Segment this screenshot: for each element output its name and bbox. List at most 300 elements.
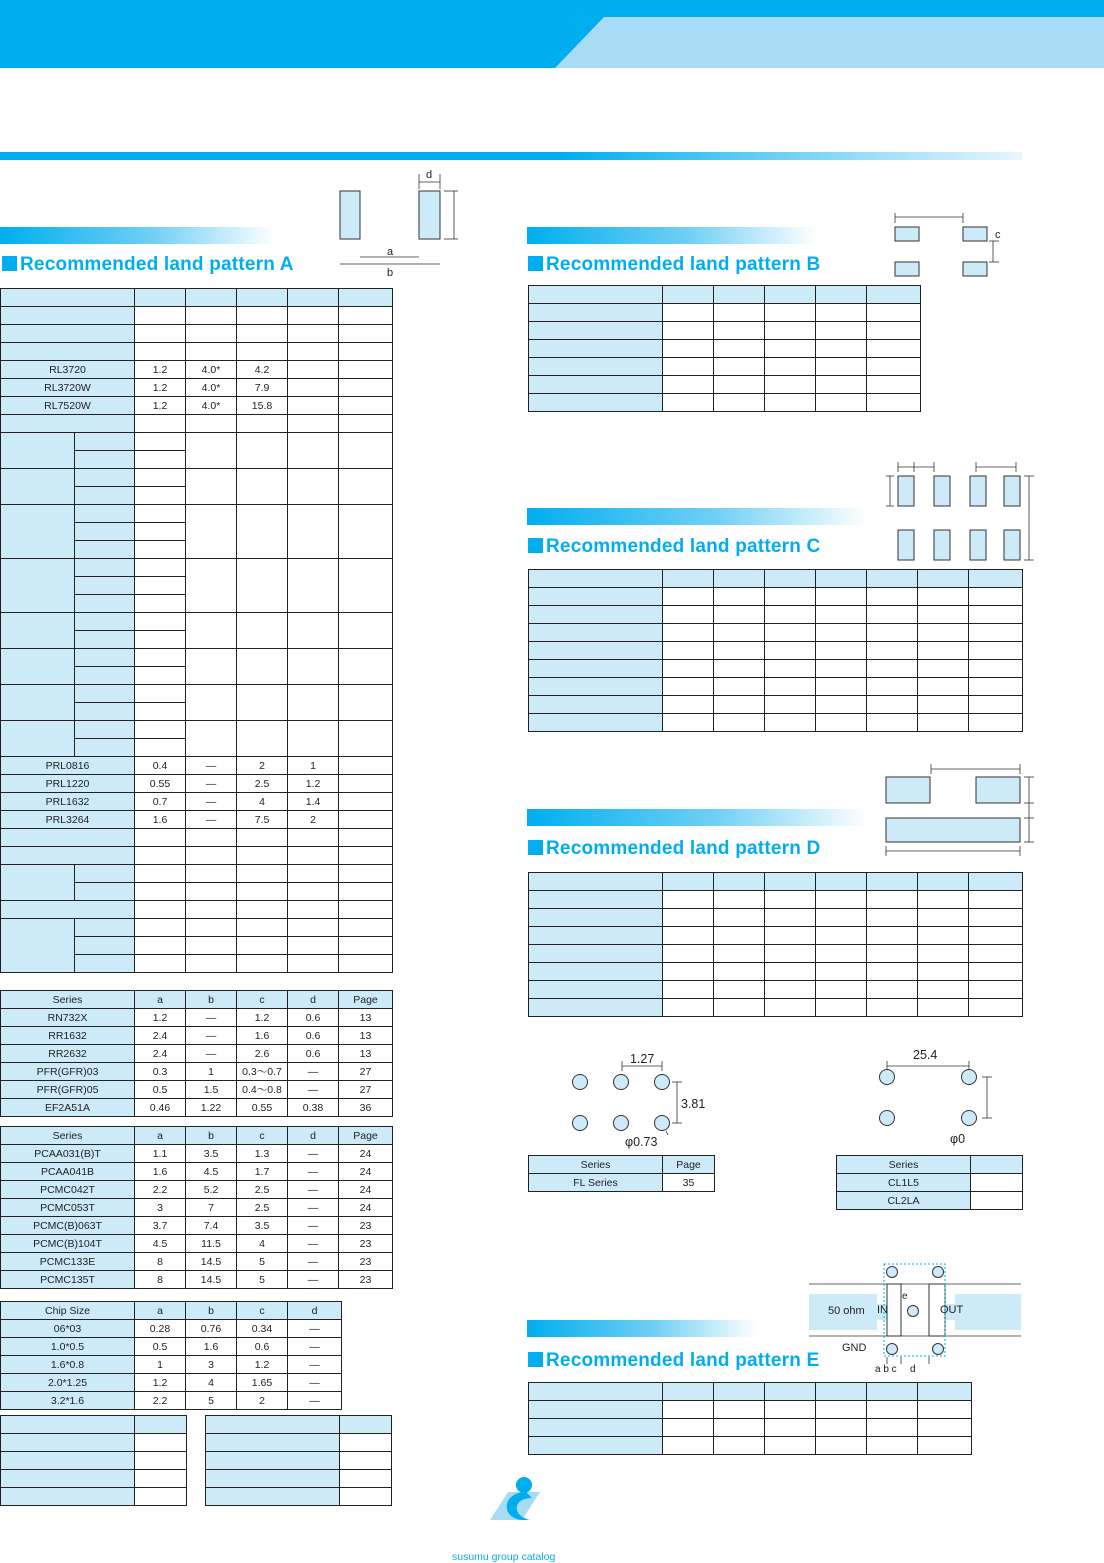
table-cell [663, 999, 714, 1017]
table-row [1, 505, 393, 523]
header-cell [186, 289, 237, 307]
table-cell [867, 909, 918, 927]
table-cell [867, 999, 918, 1017]
table-cell [663, 1419, 714, 1437]
table-cell [663, 588, 714, 606]
table-cell [135, 883, 186, 901]
table-cell [816, 927, 867, 945]
group-cell [1, 559, 75, 613]
table-row [529, 1401, 972, 1419]
table-row [529, 286, 921, 304]
table-cell [237, 919, 288, 937]
table-cell: 4.0* [186, 361, 237, 379]
table-cell [135, 307, 186, 325]
table-row [1, 775, 393, 793]
e-gnd-label: GND [842, 1342, 867, 1354]
table-cell [529, 945, 663, 963]
table-cell [816, 624, 867, 642]
table-cell [714, 981, 765, 999]
table-cell [288, 829, 339, 847]
table-cell [339, 757, 393, 775]
header-rule [0, 152, 1022, 160]
series-cell [75, 955, 135, 973]
table-cell [765, 340, 816, 358]
table-cell [339, 469, 393, 505]
table-cell: 0.6 [288, 1009, 339, 1027]
section-c-title: Recommended land pattern C [528, 536, 820, 558]
table-cell [135, 343, 186, 361]
col-header: Series [1, 991, 135, 1009]
table-cell [529, 606, 663, 624]
table-cell: 0.3 [135, 1063, 186, 1081]
table-cell: 27 [339, 1063, 393, 1081]
bottom-right-table [205, 1415, 392, 1506]
table-cell [969, 981, 1023, 999]
table-row [1, 721, 393, 739]
table-cell [714, 394, 765, 412]
series-cell: PCAA031(B)T [1, 1145, 135, 1163]
table-cell [339, 307, 393, 325]
table-cell [714, 606, 765, 624]
land-pattern-b-table [528, 285, 921, 412]
table-cell [206, 1488, 340, 1506]
e-e-label: e [902, 1291, 908, 1302]
series-cell [75, 883, 135, 901]
table-cell [1, 1488, 135, 1506]
rn-series-table [0, 990, 393, 1117]
table-row [1, 343, 393, 361]
table-cell [765, 624, 816, 642]
table-cell [714, 660, 765, 678]
table-row [1, 1145, 393, 1163]
table-cell [918, 696, 969, 714]
col-header: d [288, 991, 339, 1009]
table-row [529, 606, 1023, 624]
table-cell [339, 955, 393, 973]
table-cell: 1.4 [288, 793, 339, 811]
section-b-bar [527, 227, 817, 244]
table-row [529, 909, 1023, 927]
table-cell [663, 1401, 714, 1419]
table-cell [918, 981, 969, 999]
table-cell [339, 937, 393, 955]
table-row [529, 570, 1023, 588]
table-cell [663, 873, 714, 891]
table-cell [714, 570, 765, 588]
table-row [529, 873, 1023, 891]
table-cell [714, 286, 765, 304]
e-ohm-label: 50 ohm [828, 1305, 865, 1317]
col-header: d [288, 1302, 342, 1320]
table-cell [135, 649, 186, 667]
col-header: a [135, 991, 186, 1009]
table-cell [867, 678, 918, 696]
table-cell [529, 376, 663, 394]
table-cell: 7.5 [237, 811, 288, 829]
land-pattern-e-diagram [805, 1258, 1025, 1378]
series-cell [75, 667, 135, 685]
table-row [529, 642, 1023, 660]
table-cell [969, 696, 1023, 714]
table-cell [339, 811, 393, 829]
series-cell: RN732X [1, 1009, 135, 1027]
table-cell [529, 891, 663, 909]
table-row [529, 981, 1023, 999]
table-cell [339, 865, 393, 883]
col-header: b [186, 1302, 237, 1320]
table-row [1, 1181, 393, 1199]
table-cell [918, 945, 969, 963]
fl-hole-label: φ0.73 [625, 1135, 658, 1149]
section-a-title: Recommended land pattern A [2, 254, 294, 276]
group-cell [1, 433, 75, 469]
table-cell [969, 714, 1023, 732]
table-cell: 4.5 [135, 1235, 186, 1253]
col-header: b [186, 1127, 237, 1145]
table-cell: 3.7 [135, 1217, 186, 1235]
table-cell: 0.4 [135, 757, 186, 775]
table-cell [529, 340, 663, 358]
table-cell [816, 340, 867, 358]
table-cell [918, 660, 969, 678]
series-cell: PCMC042T [1, 1181, 135, 1199]
table-cell [816, 999, 867, 1017]
table-cell [663, 624, 714, 642]
table-cell [816, 981, 867, 999]
group-cell [1, 721, 75, 757]
series-cell: CL1L5 [837, 1174, 971, 1192]
table-header-row [1, 1302, 342, 1320]
table-cell [186, 865, 237, 883]
table-cell [529, 999, 663, 1017]
table-cell [135, 433, 186, 451]
table-cell [765, 304, 816, 322]
table-cell [765, 570, 816, 588]
table-cell: 1.1 [135, 1145, 186, 1163]
table-row [1, 1217, 393, 1235]
group-cell [1, 865, 75, 901]
series-cell [1, 325, 135, 343]
table-cell: 1.6 [186, 1338, 237, 1356]
table-cell [867, 394, 921, 412]
table-cell [765, 1419, 816, 1437]
table-cell [186, 919, 237, 937]
table-cell [663, 678, 714, 696]
table-row [1, 1271, 393, 1289]
table-cell [339, 559, 393, 613]
table-cell: — [186, 757, 237, 775]
table-cell: 13 [339, 1027, 393, 1045]
table-cell [135, 847, 186, 865]
table-cell: 14.5 [186, 1271, 237, 1289]
table-cell [529, 1383, 663, 1401]
table-cell [918, 642, 969, 660]
table-cell [288, 721, 339, 757]
table-row [1, 613, 393, 631]
col-header: Page [663, 1156, 715, 1174]
table-cell [714, 873, 765, 891]
table-cell [135, 415, 186, 433]
table-cell [186, 847, 237, 865]
table-cell [237, 505, 288, 559]
table-cell [765, 981, 816, 999]
table-cell [186, 901, 237, 919]
section-e-title: Recommended land pattern E [528, 1350, 819, 1372]
table-cell [237, 469, 288, 505]
table-cell [714, 909, 765, 927]
section-c-bar [527, 508, 867, 525]
table-cell: 7.9 [237, 379, 288, 397]
table-cell [529, 963, 663, 981]
table-cell [339, 793, 393, 811]
table-row [1, 1356, 342, 1374]
table-cell [765, 358, 816, 376]
table-cell [663, 642, 714, 660]
table-cell [714, 304, 765, 322]
table-cell [971, 1174, 1023, 1192]
col-header: a [135, 1127, 186, 1145]
table-cell [867, 1419, 918, 1437]
e-out-label: OUT [940, 1304, 964, 1316]
table-row [529, 1174, 715, 1192]
table-row [1, 811, 393, 829]
table-row [1, 1392, 342, 1410]
table-row [529, 340, 921, 358]
table-row [1, 1099, 393, 1117]
table-cell [918, 999, 969, 1017]
table-cell [135, 1470, 187, 1488]
table-cell [816, 588, 867, 606]
dim-b-label: b [387, 267, 394, 279]
table-cell: — [288, 1374, 342, 1392]
table-cell [918, 1437, 972, 1455]
fl-row-label: 3.81 [681, 1097, 706, 1111]
table-cell [867, 606, 918, 624]
table-cell [816, 678, 867, 696]
table-row [206, 1488, 392, 1506]
table-cell [714, 588, 765, 606]
table-row [1, 1416, 187, 1434]
land-pattern-d-table [528, 872, 1023, 1017]
table-cell [867, 1383, 918, 1401]
table-cell: 2.2 [135, 1392, 186, 1410]
chip-size-table [0, 1301, 342, 1410]
table-cell: 24 [339, 1145, 393, 1163]
table-cell [340, 1434, 392, 1452]
table-cell [867, 1401, 918, 1419]
table-cell [288, 559, 339, 613]
table-cell: 1 [288, 757, 339, 775]
table-cell: 1.2 [135, 1374, 186, 1392]
table-row [529, 376, 921, 394]
table-cell: 2.6 [237, 1045, 288, 1063]
table-cell: 4.0* [186, 379, 237, 397]
table-row [837, 1192, 1023, 1210]
table-cell [714, 963, 765, 981]
table-row [529, 1383, 972, 1401]
table-cell [186, 721, 237, 757]
table-row [1, 685, 393, 703]
table-cell [714, 1401, 765, 1419]
table-cell [339, 649, 393, 685]
table-cell: 3.5 [237, 1217, 288, 1235]
table-row [206, 1452, 392, 1470]
group-cell [1, 469, 75, 505]
table-cell [186, 307, 237, 325]
group-cell [1, 613, 75, 649]
col-header [971, 1156, 1023, 1174]
table-cell [237, 415, 288, 433]
table-cell [918, 570, 969, 588]
series-cell [75, 613, 135, 631]
table-cell [918, 606, 969, 624]
table-cell [288, 307, 339, 325]
table-cell [816, 714, 867, 732]
table-cell: 4.0* [186, 397, 237, 415]
table-cell [714, 376, 765, 394]
dim-a-label: a [387, 246, 394, 258]
table-cell [288, 847, 339, 865]
table-row [529, 678, 1023, 696]
e-d-label: d [910, 1364, 916, 1375]
series-cell [1, 343, 135, 361]
series-cell [75, 721, 135, 739]
table-cell [765, 999, 816, 1017]
series-cell [75, 577, 135, 595]
table-row [1, 649, 393, 667]
table-cell [237, 559, 288, 613]
table-cell [663, 376, 714, 394]
table-cell [339, 901, 393, 919]
table-cell [288, 955, 339, 973]
table-cell [765, 286, 816, 304]
table-cell [918, 714, 969, 732]
table-cell [186, 433, 237, 469]
table-cell: 5.2 [186, 1181, 237, 1199]
series-cell: PCMC133E [1, 1253, 135, 1271]
table-cell: — [288, 1338, 342, 1356]
table-cell [186, 613, 237, 649]
table-cell [288, 649, 339, 685]
series-cell: PRL1220 [1, 775, 135, 793]
series-cell [75, 505, 135, 523]
table-cell [714, 1383, 765, 1401]
table-row [1, 1009, 393, 1027]
series-cell [75, 451, 135, 469]
table-cell [529, 1401, 663, 1419]
table-cell: 35 [663, 1174, 715, 1192]
e-in-label: IN [877, 1304, 888, 1316]
table-cell [867, 1437, 918, 1455]
series-cell [75, 523, 135, 541]
table-cell: 1.2 [237, 1009, 288, 1027]
col-header: c [237, 1302, 288, 1320]
table-cell: 0.4〜0.8 [237, 1081, 288, 1099]
table-cell [186, 343, 237, 361]
table-row [529, 927, 1023, 945]
group-cell [1, 919, 75, 973]
table-row [206, 1416, 392, 1434]
table-row [1, 1338, 342, 1356]
table-cell [765, 606, 816, 624]
table-cell [714, 714, 765, 732]
table-cell: 0.76 [186, 1320, 237, 1338]
series-cell: PFR(GFR)03 [1, 1063, 135, 1081]
table-cell: 27 [339, 1081, 393, 1099]
table-cell [339, 433, 393, 469]
table-row [1, 865, 393, 883]
table-row [1, 847, 393, 865]
table-cell [765, 678, 816, 696]
table-cell [969, 606, 1023, 624]
group-cell [1, 685, 75, 721]
table-cell [339, 721, 393, 757]
table-cell [339, 685, 393, 721]
table-cell [529, 873, 663, 891]
table-cell [186, 829, 237, 847]
table-cell [340, 1470, 392, 1488]
col-header: d [288, 1127, 339, 1145]
table-cell: — [288, 1145, 339, 1163]
table-cell [135, 865, 186, 883]
table-header-row [529, 1156, 715, 1174]
table-cell [816, 873, 867, 891]
table-cell [816, 286, 867, 304]
table-cell: 2 [288, 811, 339, 829]
table-cell: — [186, 793, 237, 811]
table-cell [237, 433, 288, 469]
table-cell [529, 624, 663, 642]
table-cell [237, 883, 288, 901]
table-cell [529, 322, 663, 340]
table-cell: 14.5 [186, 1253, 237, 1271]
table-cell [288, 901, 339, 919]
table-cell [816, 1401, 867, 1419]
bottom-left-table [0, 1415, 187, 1506]
e-abc-label: a b c [875, 1364, 897, 1375]
table-cell: — [186, 811, 237, 829]
series-cell [1, 307, 135, 325]
table-cell: — [288, 1063, 339, 1081]
group-cell [1, 505, 75, 559]
table-row [1, 919, 393, 937]
header-cell [135, 289, 186, 307]
table-cell: 2.5 [237, 1199, 288, 1217]
table-cell [135, 1452, 187, 1470]
group-cell [1, 649, 75, 685]
table-cell [135, 901, 186, 919]
table-cell [714, 340, 765, 358]
col-header: b [186, 991, 237, 1009]
pad-left [340, 191, 360, 239]
table-cell [867, 304, 921, 322]
table-cell [867, 873, 918, 891]
series-cell [75, 631, 135, 649]
table-cell: 8 [135, 1253, 186, 1271]
table-cell [186, 415, 237, 433]
series-cell [75, 649, 135, 667]
series-cell [1, 901, 135, 919]
table-cell [288, 685, 339, 721]
series-cell: PCMC135T [1, 1271, 135, 1289]
series-cell [75, 865, 135, 883]
table-cell [135, 595, 186, 613]
table-cell: 1.3 [237, 1145, 288, 1163]
table-cell [529, 1419, 663, 1437]
table-cell [529, 927, 663, 945]
table-cell [867, 322, 921, 340]
table-cell [1, 1470, 135, 1488]
